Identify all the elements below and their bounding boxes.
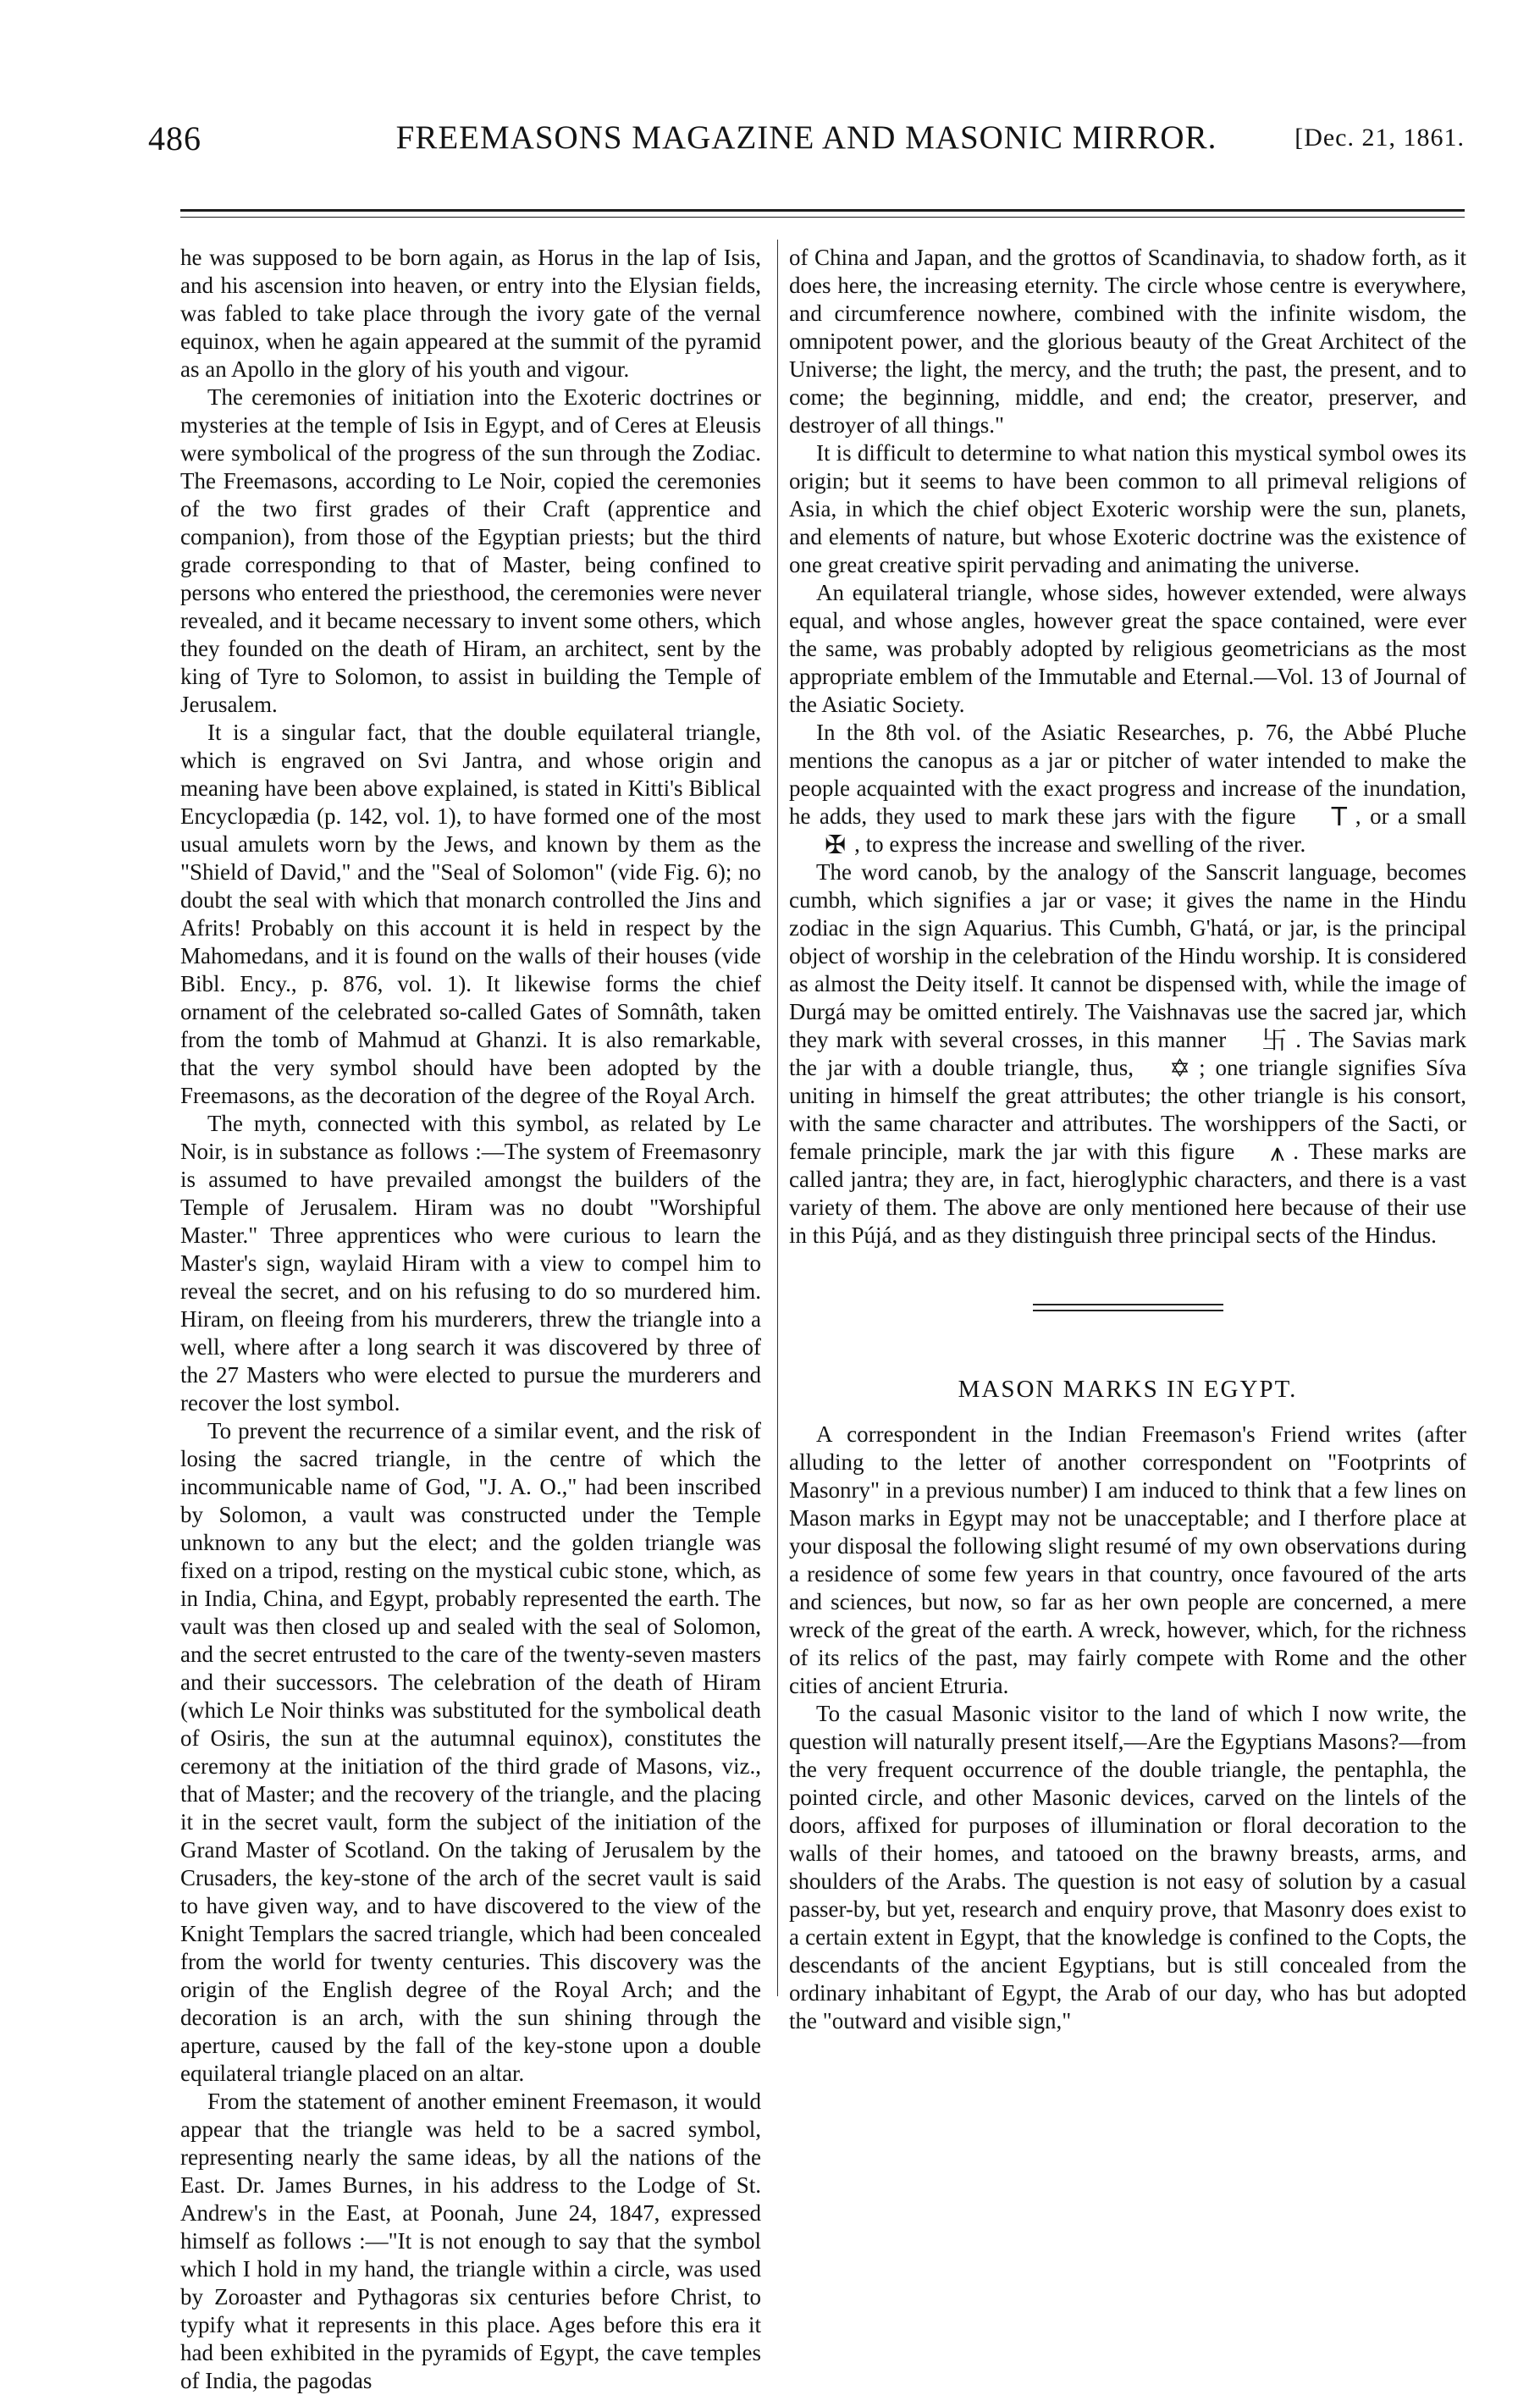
text-run: . The Savias mark the jar with a double triangle, thus, bbox=[789, 1027, 1466, 1080]
right-column bbox=[789, 244, 1466, 2035]
paragraph: It is difficult to determine to what nation this mystical symbol owes its origin; but it seems to have been common to all primeval religions of Asia, in which the chief object Exoteric worship were the sun, planets, and elements of nature, but whose Exoteric doctrine was the existence of one great creative spirit pervading and animating the universe. bbox=[789, 440, 1466, 577]
crosses-mark-icon: 卐 bbox=[1261, 1026, 1288, 1056]
issue-date: [Dec. 21, 1861. bbox=[1294, 124, 1465, 152]
column-divider bbox=[777, 240, 778, 1996]
left-column bbox=[180, 244, 761, 2395]
text-run: , to express the increase and swelling of the river. bbox=[854, 831, 1306, 857]
text-run: . These marks are called jantra; they are, in fact, hieroglyphic characters, and there is a vast variety of them. The above are only mentioned here because of their use in this Pújá, and as they distinguish three principal sects of the Hindus. bbox=[789, 1139, 1466, 1248]
paragraph: To the casual Masonic visitor to the land of which I now write, the question will naturally present itself,—Are the Egyptians Masons?—from the very frequent occurrence of the double triangle, the pentaphla, the pointed circle, and other Masonic devices, carved on the lintels of the doors, affixed for purposes of illumination or floral decoration to the walls of their homes, and tatooed on the brawny breasts, arms, and shoulders of the Arabs. The question is not easy of solution by a casual passer-by, but yet, research and enquiry prove, that Masonry does exist to a certain extent in Egypt, that the knowledge is confined to the Copts, the descendants of the ancient Egyptians, but is still concealed from the ordinary inhabitant of Egypt, the Arab of our day, who has but adopted the "outward and visible sign," bbox=[789, 1701, 1466, 2034]
header-rule-thin bbox=[180, 217, 1465, 218]
section-title: MASON MARKS IN EGYPT. bbox=[958, 1376, 1298, 1403]
paragraph: The myth, connected with this symbol, as related by Le Noir, is in substance as follows :—The system of Freemasonry is assumed to have prevailed amongst the builders of the Temple of Jerusalem. Hiram was no doubt "Worshipful Master." Three apprentices who were curious to learn the Master's sign, waylaid Hiram with a view to compel him to reveal the secret, and on his refusing to do so murdered him. Hiram, on fleeing from his murderers, threw the triangle into a well, where after a long search it was discovered by three of the 27 Masters who were elected to pursue the murderers and recover the lost symbol. bbox=[180, 1111, 761, 1415]
section-separator bbox=[1033, 1304, 1223, 1312]
paragraph-with-marks bbox=[789, 719, 1466, 858]
page-number: 486 bbox=[148, 119, 201, 157]
paragraph: he was supposed to be born again, as Horus in the lap of Isis, and his ascension into heaven, or entry into the Elysian fields, was fabled to take place through the ivory gate of the vernal equinox, when he again appeared at the summit of the pyramid as an Apollo in the glory of his youth and vigour. bbox=[180, 245, 761, 382]
tau-mark-icon: T bbox=[1331, 803, 1347, 832]
text-run: , or a small bbox=[1355, 803, 1466, 829]
text-run: In the 8th vol. of the Asiatic Researches, p. 76, the Abbé Pluche mentions the canopus as a jar or pitcher of water intended to make the people acquainted with the exact progress and increase of the inundation, he adds, they used to mark these jars with the figure bbox=[789, 720, 1466, 829]
running-title: FREEMASONS MAGAZINE AND MASONIC MIRROR. bbox=[395, 119, 1217, 156]
running-header bbox=[148, 119, 1465, 166]
paragraph: To prevent the recurrence of a similar event, and the risk of losing the sacred triangle, in the centre of which the incommunicable name of God, "J. A. O.," had been inscribed by Solomon, a vault was constructed under the Temple unknown to any but the elect; and the golden triangle was fixed on a tripod, resting on the mystical cubic stone, which, as in India, China, and Egypt, probably represented the earth. The vault was then closed up and sealed with the seal of Solomon, and the secret entrusted to the care of the twenty-seven masters and their successors. The celebration of the death of Hiram (which Le Noir thinks was substituted for the symbolical death of Osiris, the sun at the autumnal equinox), constitutes the ceremony at the initiation of the third grade of Masons, viz., that of Master; and the recovery of the triangle, and the placing it in the secret vault, form the subject of the initiation of the Grand Master of Scotland. On the taking of Jerusalem by the Crusaders, the key-stone of the arch of the secret vault is said to have given way, and to have discovered to the view of the Knight Templars the sacred triangle, which had been concealed from the world for twenty centuries. This discovery was the origin of the English degree of the Royal Arch; and the decoration is an arch, with the sun shining through the aperture, caused by the fall of the key-stone upon a double equilateral triangle placed on an altar. bbox=[180, 1418, 761, 2086]
paragraph: It is a singular fact, that the double equilateral triangle, which is engraved on Svi Jantra, and whose origin and meaning have been above explained, is stated in Kitti's Biblical Encyclopædia (p. 142, vol. 1), to have formed one of the most usual amulets worn by the Jews, and known by them as the "Shield of David," and the "Seal of Solomon" (vide Fig. 6); no doubt the seal with which that monarch controlled the Jins and Afrits! Probably on this account it is held in respect by the Mahomedans, and it is found on the walls of their houses (vide Bibl. Ency., p. 876, vol. 1). It likewise forms the chief ornament of the celebrated so-called Gates of Somnâth, taken from the tomb of Mahmud at Ghanzi. It is also remarkable, that the very symbol should have been adopted by the Freemasons, as the decoration of the degree of the Royal Arch. bbox=[180, 720, 761, 1108]
paragraph: An equilateral triangle, whose sides, however extended, were always equal, and whose angles, however great the space contained, were ever the same, was probably adopted by religious geometricians as the most appropriate emblem of the Immutable and Eternal.—Vol. 13 of Journal of the Asiatic Society. bbox=[789, 580, 1466, 717]
cross-mark-icon: ✠ bbox=[825, 831, 847, 860]
double-triangle-mark-icon: ✡ bbox=[1169, 1054, 1191, 1084]
paragraph: From the statement of another eminent Freemason, it would appear that the triangle was held to be a sacred symbol, representing nearly the same ideas, by all the nations of the East. Dr. James Burnes, in his address to the Lodge of St. Andrew's in the East, at Poonah, June 24, 1847, expressed himself as follows :—"It is not enough to say that the symbol which I hold in my hand, the triangle within a circle, was used by Zoroaster and Pythagoras six centuries before Christ, to typify what it represents in this place. Ages before this era it had been exhibited in the pyramids of Egypt, the cave temples of India, the pagodas bbox=[180, 2089, 761, 2393]
paragraph: of China and Japan, and the grottos of Scandinavia, to shadow forth, as it does here, the increasing eternity. The circle whose centre is everywhere, and circumference nowhere, combined with the infinite wisdom, the omnipotent power, and the glorious beauty of the Great Architect of the Universe; the light, the mercy, and the truth; the past, the present, and to come; the beginning, middle, and end; the creator, preserver, and destroyer of all things." bbox=[789, 245, 1466, 438]
text-run: The word canob, by the analogy of the Sanscrit language, becomes cumbh, which signifies a jar or vase; it gives the name in the Hindu zodiac in the sign Aquarius. This Cumbh, G'hatá, or jar, is the principal object of worship in the celebration of the Hindu worship. It is considered as almost the Deity itself. It cannot be dispensed with, while the image of Durgá may be omitted entirely. The Vaishnavas use the sacred jar, which they mark with several crosses, in this manner bbox=[789, 859, 1466, 1052]
paragraph: A correspondent in the Indian Freemason's Friend writes (after alluding to the letter of another correspondent on "Footprints of Masonry" in a previous number) I am induced to think that a few lines on Mason marks in Egypt may not be unacceptable; and I therfore place at your disposal the following slight resumé of my own observations during a residence of some few years in that country, once favoured of the arts and sciences, but now, so far as her own people are concerned, a mere wreck of the great of the earth. A wreck, however, which, for the richness of its relics of the past, may fairly compete with Rome and the other cities of ancient Etruria. bbox=[789, 1421, 1466, 1698]
paragraph: The ceremonies of initiation into the Exoteric doctrines or mysteries at the temple of Isis in Egypt, and of Ceres at Eleusis were symbolical of the progress of the sun through the Zodiac. The Freemasons, according to Le Noir, copied the ceremonies of the two first grades of their Craft (apprentice and companion), from those of the Egyptian priests; but the third grade corresponding to that of Master, being confined to persons who entered the priesthood, the ceremonies were never revealed, and it became necessary to invent some others, which they founded on the death of Hiram, an architect, sent by the king of Tyre to Solomon, to assist in building the Temple of Jerusalem. bbox=[180, 384, 761, 717]
header-rule-thick bbox=[180, 209, 1465, 212]
text-run: ; one triangle signifies Síva uniting in himself the great attributes; the other triangle is his consort, with the same character and attributes. The worshippers of the Sacti, or female principle, mark the jar with this figure bbox=[789, 1055, 1467, 1164]
paragraph-with-marks bbox=[789, 858, 1466, 1250]
sacti-mark-icon: ⩚ bbox=[1270, 1138, 1285, 1167]
